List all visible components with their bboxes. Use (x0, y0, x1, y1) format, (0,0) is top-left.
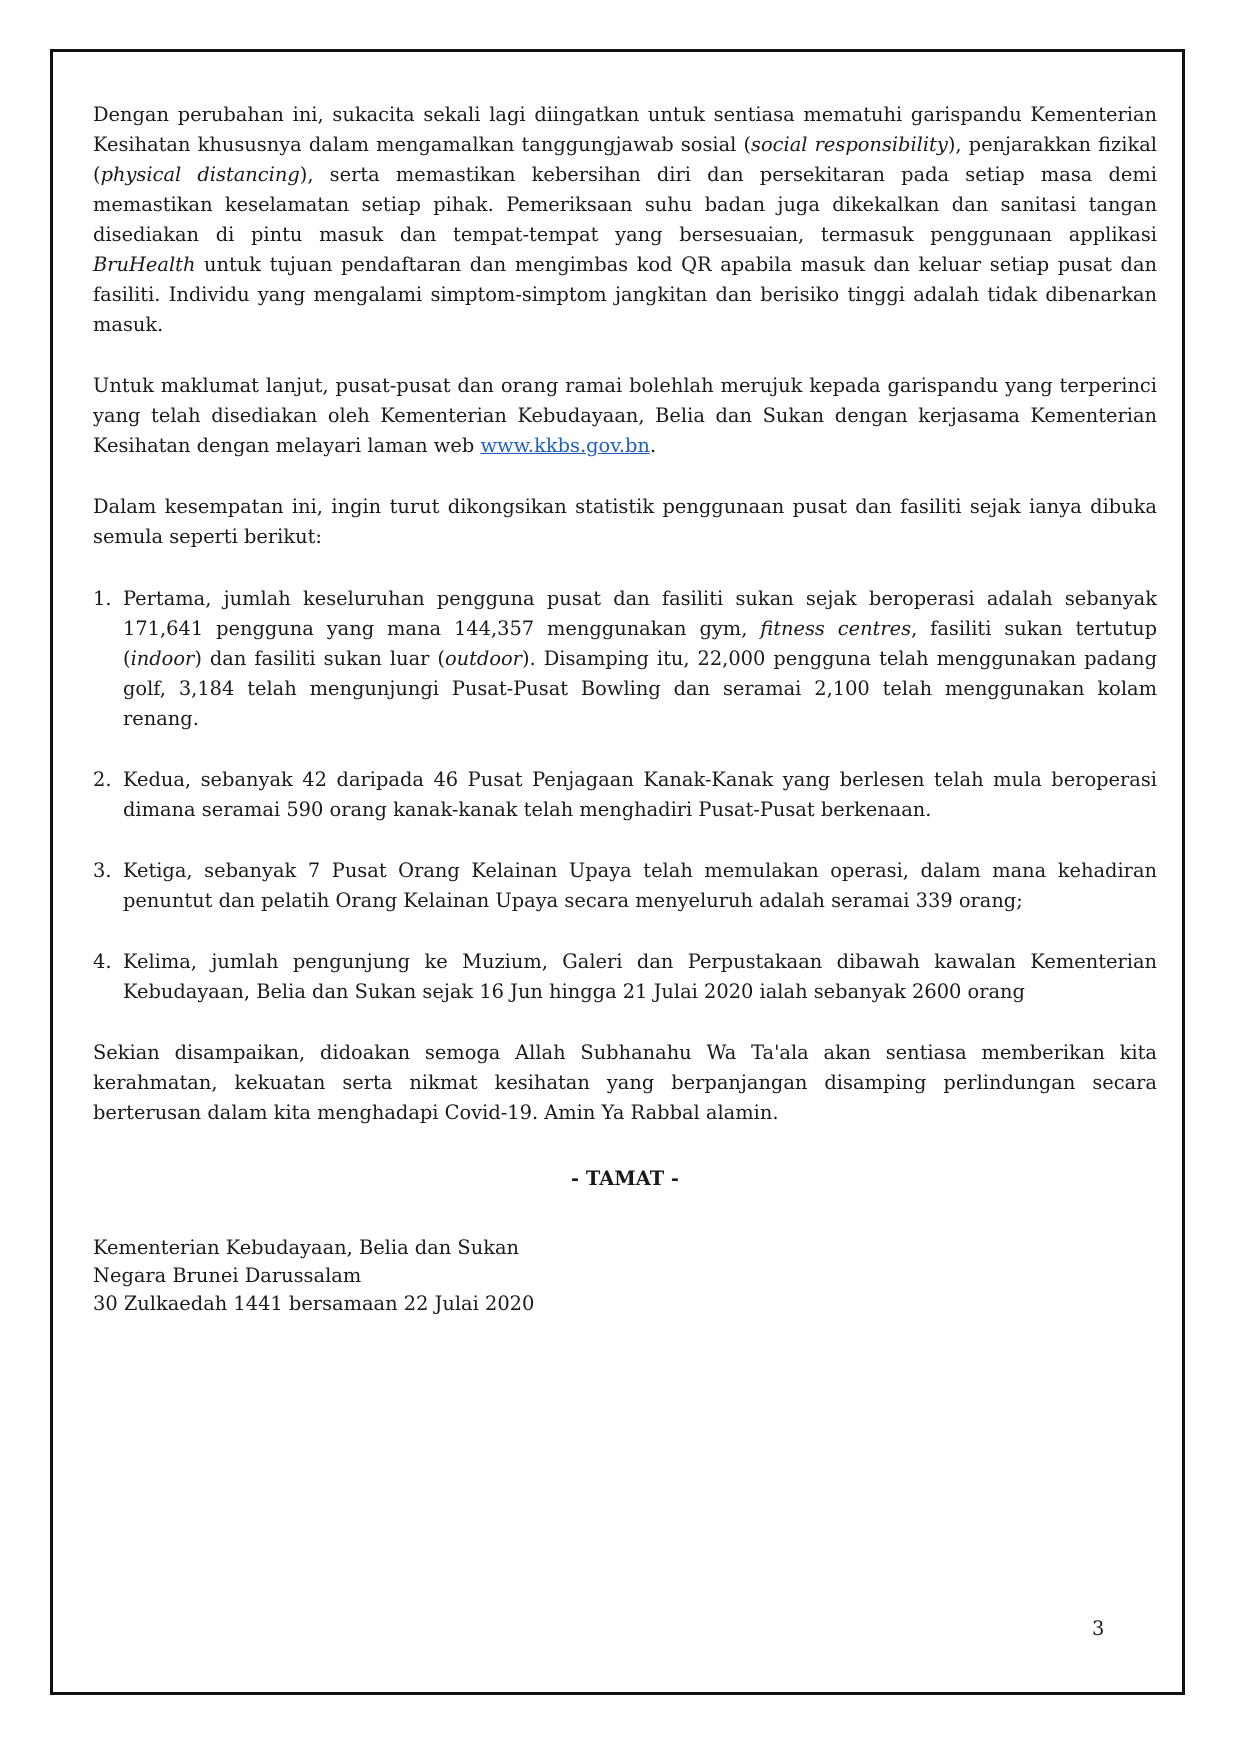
italic-term: indoor (130, 647, 195, 670)
paragraph-statistics-intro: Dalam kesempatan ini, ingin turut dikongsikan statistik penggunaan pusat dan fasiliti sejak ianya dibuka semula seperti berikut: (93, 495, 1157, 548)
italic-term: social responsibility (751, 133, 948, 156)
list-item (93, 584, 1157, 734)
signature-date: 30 Zulkaedah 1441 bersamaan 22 Julai 2020 (93, 1292, 535, 1315)
italic-term: physical distancing (100, 163, 300, 186)
text: Dengan perubahan ini, sukacita sekali lagi diingatkan untuk sentiasa mematuhi garispandu Kementerian Kesihatan khususnya dalam mengamalkan tanggungjawab sosial ( (93, 103, 1157, 156)
list-number: 1. (93, 587, 112, 610)
end-mark: - TAMAT - (571, 1167, 679, 1190)
page-number: 3 (1092, 1617, 1105, 1640)
text: ), serta memastikan kebersihan diri dan persekitaran pada setiap masa demi memastikan keselamatan setiap pihak. Pemeriksaan suhu badan juga dikekalkan dan sanitasi tangan disediakan di pintu masuk dan tempat-tempat yang bersesuaian, termasuk penggunaan applikasi (93, 163, 1157, 246)
text: Kelima, jumlah pengunjung ke Muzium, Galeri dan Perpustakaan dibawah kawalan Kementerian Kebudayaan, Belia dan Sukan sejak 16 Jun hingga 21 Julai 2020 ialah sebanyak 2600 orang (123, 950, 1157, 1003)
list-number: 3. (93, 859, 112, 882)
paragraph-guidelines (93, 100, 1157, 340)
italic-term: outdoor (444, 647, 522, 670)
list-item (93, 947, 1157, 1007)
signature-block (93, 1234, 1157, 1318)
text: Pertama, jumlah keseluruhan pengguna pusat dan fasiliti sukan sejak beroperasi adalah sebanyak 171,641 pengguna yang mana 144,357 menggunakan gym, (123, 587, 1157, 640)
signature-country: Negara Brunei Darussalam (93, 1264, 362, 1287)
list-number: 2. (93, 768, 112, 791)
text: , fasiliti sukan tertutup ( (123, 617, 1157, 670)
italic-term: fitness centres (760, 617, 912, 640)
text: Untuk maklumat lanjut, pusat-pusat dan orang ramai bolehlah merujuk kepada garispandu yang terperinci yang telah disediakan oleh Kementerian Kebudayaan, Belia dan Sukan dengan kerjasama Kementerian Kesihatan dengan melayari laman web (93, 374, 1157, 457)
list-item (93, 856, 1157, 916)
italic-term: BruHealth (93, 253, 196, 276)
text: ). Disamping itu, 22,000 pengguna telah menggunakan padang golf, 3,184 telah mengunjungi Pusat-Pusat Bowling dan seramai 2,100 telah menggunakan kolam renang. (123, 647, 1157, 730)
document-body (93, 100, 1157, 1318)
text: Ketiga, sebanyak 7 Pusat Orang Kelainan Upaya telah memulakan operasi, dalam mana kehadiran penuntut dan pelatih Orang Kelainan Upaya secara menyeluruh adalah seramai 339 orang; (123, 859, 1157, 912)
text: ), penjarakkan fizikal ( (93, 133, 1157, 186)
list-item (93, 765, 1157, 825)
paragraph-closing: Sekian disampaikan, didoakan semoga Allah Subhanahu Wa Ta'ala akan sentiasa memberikan kita kerahmatan, kekuatan serta nikmat kesihatan yang berpanjangan disamping perlindungan secara berterusan dalam kita menghadapi Covid-19. Amin Ya Rabbal alamin. (93, 1041, 1157, 1124)
text: ) dan fasiliti sukan luar ( (194, 647, 445, 670)
signature-ministry: Kementerian Kebudayaan, Belia dan Sukan (93, 1236, 519, 1259)
website-link[interactable]: www.kkbs.gov.bn (480, 434, 650, 457)
text: untuk tujuan pendaftaran dan mengimbas kod QR apabila masuk dan keluar setiap pusat dan fasiliti. Individu yang mengalami simptom-simptom jangkitan dan berisiko tinggi adalah tidak dibenarkan masuk. (93, 253, 1157, 336)
list-number: 4. (93, 950, 112, 973)
text: Kedua, sebanyak 42 daripada 46 Pusat Penjagaan Kanak-Kanak yang berlesen telah mula beroperasi dimana seramai 590 orang kanak-kanak telah menghadiri Pusat-Pusat berkenaan. (123, 768, 1157, 821)
paragraph-more-info (93, 371, 1157, 461)
text: . (649, 434, 657, 457)
statistics-list (93, 584, 1157, 1007)
